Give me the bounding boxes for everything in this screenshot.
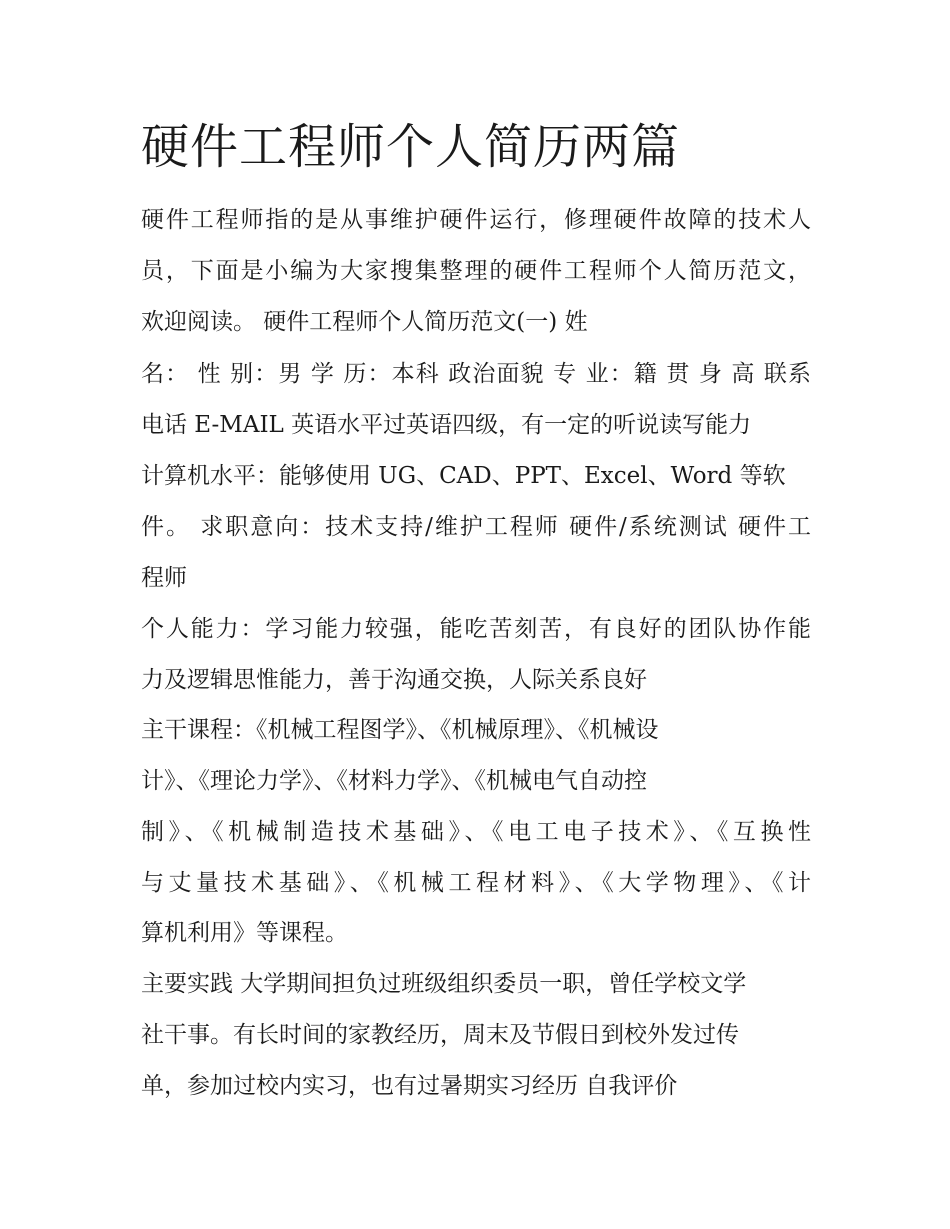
body-line: 个人能力：学习能力较强，能吃苦刻苦，有良好的团队协作能 bbox=[141, 616, 811, 642]
body-line: 力及逻辑思惟能力，善于沟通交换，人际关系良好 bbox=[141, 667, 647, 693]
body-line: 电话 E-MAIL 英语水平过英语四级，有一定的听说读写能力 bbox=[141, 412, 752, 438]
body-line: 计》、《理论力学》、《材料力学》、《机械电气自动控 bbox=[141, 768, 647, 794]
body-line: 主干课程：《机械工程图学》、《机械原理》、《机械设 bbox=[141, 717, 659, 743]
body-line: 件。 求职意向：技术支持/维护工程师 硬件/系统测试 硬件工 bbox=[141, 514, 811, 540]
body-line: 制》、《机械制造技术基础》、《电工电子技术》、《互换性 bbox=[141, 819, 811, 845]
body-line: 与丈量技术基础》、《机械工程材料》、《大学物理》、《计 bbox=[141, 870, 811, 896]
body-line: 社干事。有长时间的家教经历，周末及节假日到校外发过传 bbox=[141, 1022, 739, 1048]
body-line: 主要实践 大学期间担负过班级组织委员一职，曾任学校文学 bbox=[141, 971, 747, 997]
body-line: 硬件工程师指的是从事维护硬件运行，修理硬件故障的技术人 bbox=[141, 207, 811, 233]
body-line: 计算机水平：能够使用 UG、CAD、PPT、Excel、Word 等软 bbox=[141, 463, 786, 489]
document-title: 硬件工程师个人简历两篇 bbox=[141, 119, 681, 175]
body-line: 名： 性 别：男 学 历：本科 政治面貌 专 业：籍 贯 身 高 联系 bbox=[141, 361, 811, 387]
body-line: 员，下面是小编为大家搜集整理的硬件工程师个人简历范文， bbox=[141, 258, 811, 284]
body-line: 单，参加过校内实习，也有过暑期实习经历 自我评价 bbox=[141, 1073, 678, 1099]
body-line: 程师 bbox=[141, 565, 187, 591]
body-line: 欢迎阅读。 硬件工程师个人简历范文(一) 姓 bbox=[141, 309, 588, 335]
body-line: 算机利用》等课程。 bbox=[141, 920, 348, 946]
